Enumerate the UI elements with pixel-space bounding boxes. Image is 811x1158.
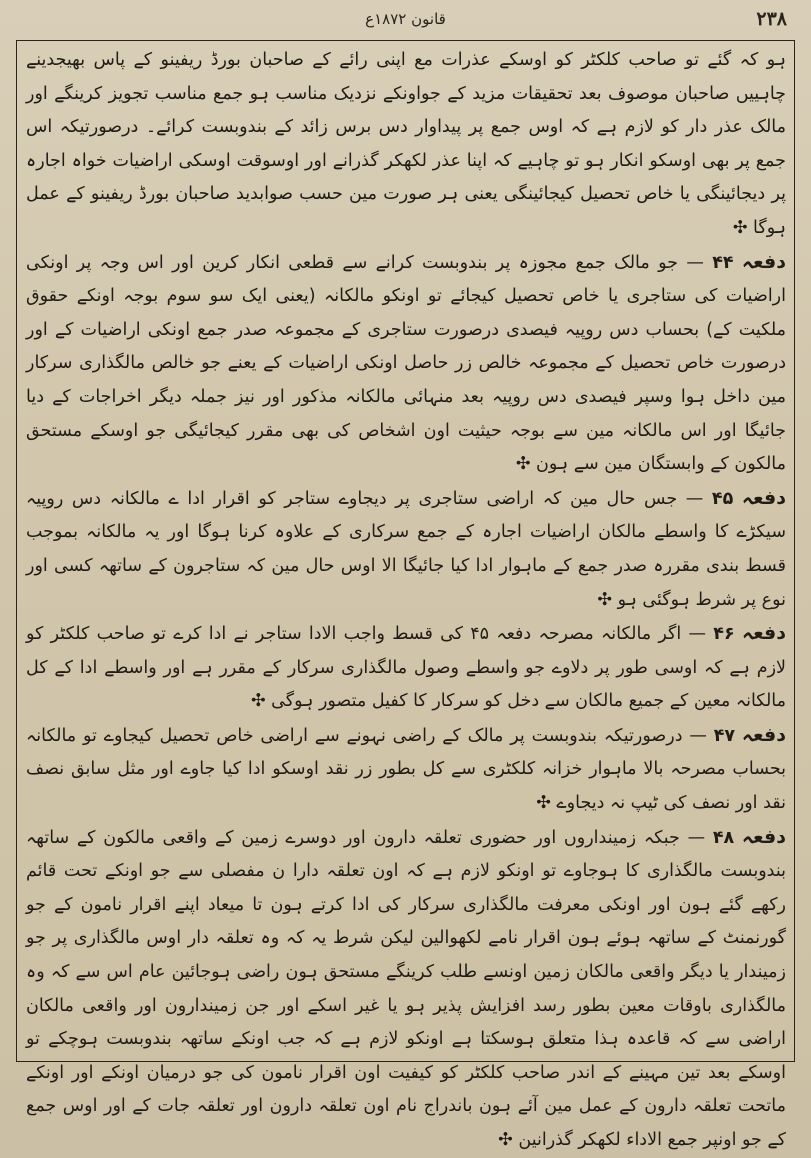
paragraph-text: جو مالک جمع مجوزہ پر بندوبست کرانے سے قطعی انکار کرین اور اس وجہ پر اونکی اراضیات کی ستاجری یا خاص تحصیل کیجائے تو اونکو مالکانہ (یعنی ایک سو سوم بوجہ اونکے حقوق ملکیت کے) بحساب دس روپیہ فیصدی درصورت ستاجری کے مجموعہ صدر جمع اونکی اراضیات کے اور درصورت خاص تحصیل کے مجموعہ خالص زر حاصل اونکی اراضیات کے یعنے جو خالص مالگذاری سرکار مین داخل ہوا وسپر فیصدی دس روپیہ بعد منہائی مالکانہ مذکور اور نیز جملہ دیگر اخراجات کے دیا جائیگا اور اس مالکانہ مین سے بوجہ حیثیت اون اشخاص کی بھی مقرر کیجائیگی جو اوسکے مستحق مالکون کے وابستگان مین سے ہون ✣: [26, 252, 786, 475]
running-title: قانون ۱۸۷۲ع: [365, 10, 446, 28]
paragraph-text: ہو کہ گئے تو صاحب کلکٹر کو اوسکے عذرات مع اپنی رائے کے صاحبان بورڈ ریفینو کے پاس بھیجدینے چاہییں صاحبان موصوف بعد تحقیقات مزید کے جواونکے نزدیک مناسب ہو جمع مناسب تجویز کرینگے اور مالک عذر دار کو لازم ہے کہ اوس جمع پر پیداوار دس برس زائد کے بندوبست کرائے۔ درصورتیکہ اس جمع پر بھی اوسکو انکار ہو تو چاہیے کہ اپنا عذر لکھکر گذرانے اور اوسوقت اوسکی اراضیات خواہ اجارہ پر دیجائینگی یا خاص تحصیل کیجائینگی یعنی ہر صورت مین حسب صوابدید صاحبان بورڈ ریفینو کے عمل ہوگا ✣: [26, 50, 786, 238]
paragraph-text: درصورتیکہ بندوبست پر مالک کے راضی نہونے سے اراضی خاص تحصیل کیجاوے تو مالکانہ بحساب مصرحہ بالا ماہوار خزانہ کلکٹری سے کل بطور زر نقد اوسکو ادا کیا جاوے اور مثل سابق نصف نقد اور نصف کی ٹیپ نہ دیجاوے ✣: [26, 725, 786, 814]
paragraph-section-44: دفعہ ۴۴ — جو مالک جمع مجوزہ پر بندوبست کرانے سے قطعی انکار کرین اور اس وجہ پر اونکی اراضیات کی ستاجری یا خاص تحصیل کیجائے تو اونکو مالکانہ (یعنی ایک سو سوم بوجہ اونکے حقوق ملکیت کے) بحساب دس روپیہ فیصدی درصورت ستاجری کے مجموعہ صدر جمع اونکی اراضیات کے اور درصورت خاص تحصیل کے مجموعہ خالص زر حاصل اونکی اراضیات کے یعنے جو خالص مالگذاری سرکار مین داخل ہوا وسپر فیصدی دس روپیہ بعد منہائی مالکانہ مذکور اور نیز جملہ دیگر اخراجات کے دیا جائیگا اور اس مالکانہ مین سے بوجہ حیثیت اون اشخاص کی بھی مقرر کیجائیگی جو اوسکے مستحق مالکون کے وابستگان مین سے ہون ✣: [26, 250, 786, 475]
paragraph: [26, 44, 786, 246]
section-number: ۴۴: [712, 252, 734, 273]
paragraph-section-48: دفعہ ۴۸ — جبکہ زمینداروں اور حضوری تعلقہ دارون اور دوسرے زمین کے واقعی مالکون کے ساتھہ بندوبست مالگذاری کا ہوجاوے تو اونکو لازم ہے کہ اون تعلقہ دارا ن مفصلی سے جو اونکے تحت قائم رکھے گئے ہون اور اونکی معرفت مالگذاری سرکار کی ادا کرتے ہون تا میعاد اپنے اقرار نامون کے جو گورنمنٹ کے ساتھہ ہوئے ہون اقرار نامے لکھوالین لیکن شرط یہ کہ وہ تعلقہ دار اوس مالگذاری پر جو زمیندار یا دیگر واقعی مالکان زمین اونسے طلب کرینگے مستحق ہون راضی ہوجائین عام اس سے کہ وہ مالگذاری باوقات معین بطور رسد افزایش پذیر ہو یا غیر اسکے اور جن زمیندارون اور واقعی مالکان اراضی سے کہ قاعدہ ہذا متعلق ہوسکتا ہے اونکو لازم ہے کہ جب اونکے ساتھہ بندوبست ہوچکے تو اوسکے بعد تین مہینے کے اندر صاحب کلکٹر کو کیفیت اون اقرار نامون کی جو درمیان اونکے اور اونکے ماتحت تعلقہ دارون کے عمل مین آئے ہون باندراج نام اون تعلقہ دارون اور تعلقہ جات کے اور اوس جمع کے جو اونپر جمع الاداء لکھکر گذرانین ✣: [26, 825, 786, 1150]
section-label: دفعہ: [741, 723, 786, 746]
section-label: دفعہ: [741, 250, 786, 273]
section-label: دفعہ: [741, 825, 786, 848]
body-text: [26, 44, 786, 1150]
section-number: ۴۸: [712, 827, 735, 848]
paragraph-text: جبکہ زمینداروں اور حضوری تعلقہ دارون اور دوسرے زمین کے واقعی مالکون کے ساتھہ بندوبست مالگذاری کا ہوجاوے تو اونکو لازم ہے کہ اون تعلقہ دارا ن مفصلی سے جو اونکے تحت قائم رکھے گئے ہون اور اونکی معرفت مالگذاری سرکار کی ادا کرتے ہون تا میعاد اپنے اقرار نامون کے جو گورنمنٹ کے ساتھہ ہوئے ہون اقرار نامے لکھوالین لیکن شرط یہ کہ وہ تعلقہ دار اوس مالگذاری پر جو زمیندار یا دیگر واقعی مالکان زمین اونسے طلب کرینگے مستحق ہون راضی ہوجائین عام اس سے کہ وہ مالگذاری باوقات معین بطور رسد افزایش پذیر ہو یا غیر اسکے اور جن زمیندارون اور واقعی مالکان اراضی سے کہ قاعدہ ہذا متعلق ہوسکتا ہے اونکو لازم ہے کہ جب اونکے ساتھہ بندوبست ہوچکے تو اوسکے بعد تین مہینے کے اندر صاحب کلکٹر کو کیفیت اون اقرار نامون کی جو درمیان اونکے اور اونکے ماتحت تعلقہ دارون کے عمل مین آئے ہون باندراج نام اون تعلقہ دارون اور تعلقہ جات کے اور اوس جمع کے جو اونپر جمع الاداء لکھکر گذرانین ✣: [26, 827, 786, 1150]
paragraph-text: جس حال مین کہ اراضی ستاجری پر دیجاوے ستاجر کو اقرار ادا ے مالکانہ دس روپیہ سیکڑے کا واسطے مالکان اراضیات اجارہ کے جمع سرکاری کے علاوہ کرنا ہوگا اور یہ مالکانہ بموجب قسط بندی مقررہ صدر جمع کے ماہوار ادا کیا جائیگا الا اوس حال مین کہ ستاجرون کے ساتھہ کسی اور نوع پر شرط ہوگئی ہو ✣: [26, 488, 786, 610]
section-number: ۴۶: [713, 624, 735, 645]
section-number: ۴۵: [711, 488, 734, 509]
page-header: [0, 6, 811, 36]
section-label: دفعہ: [741, 622, 786, 645]
paragraph-text: اگر مالکانہ مصرحہ دفعہ ۴۵ کی قسط واجب الادا ستاجر نے ادا کرے تو صاحب کلکٹر کو لازم ہے کہ اوسی طور پر دلاوے جو واسطے وصول مالگذاری سرکار کے مقرر ہے اور واسطے ادا کے کل مالکانہ معین کے جمیع مالکان سے دخل کو سرکار کا کفیل متصور ہوگی ✣: [26, 624, 786, 712]
paragraph-section-46: دفعہ ۴۶ — اگر مالکانہ مصرحہ دفعہ ۴۵ کی قسط واجب الادا ستاجر نے ادا کرے تو صاحب کلکٹر کو لازم ہے کہ اوسی طور پر دلاوے جو واسطے وصول مالگذاری سرکار کے مقرر ہے اور واسطے ادا کے کل مالکانہ معین کے جمیع مالکان سے دخل کو سرکار کا کفیل متصور ہوگی ✣: [26, 622, 786, 712]
section-number: ۴۷: [713, 725, 736, 746]
paragraph-section-45: دفعہ ۴۵ — جس حال مین کہ اراضی ستاجری پر دیجاوے ستاجر کو اقرار ادا ے مالکانہ دس روپیہ سیکڑے کا واسطے مالکان اراضیات اجارہ کے جمع سرکاری کے علاوہ کرنا ہوگا اور یہ مالکانہ بموجب قسط بندی مقررہ صدر جمع کے ماہوار ادا کیا جائیگا الا اوس حال مین کہ ستاجرون کے ساتھہ کسی اور نوع پر شرط ہوگئی ہو ✣: [26, 486, 786, 610]
page-number: ۲۳۸: [756, 8, 787, 30]
paragraph-section-47: دفعہ ۴۷ — درصورتیکہ بندوبست پر مالک کے راضی نہونے سے اراضی خاص تحصیل کیجاوے تو مالکانہ بحساب مصرحہ بالا ماہوار خزانہ کلکٹری سے کل بطور زر نقد اوسکو ادا کیا جاوے اور مثل سابق نصف نقد اور نصف کی ٹیپ نہ دیجاوے ✣: [26, 723, 786, 814]
section-label: دفعہ: [741, 486, 786, 509]
